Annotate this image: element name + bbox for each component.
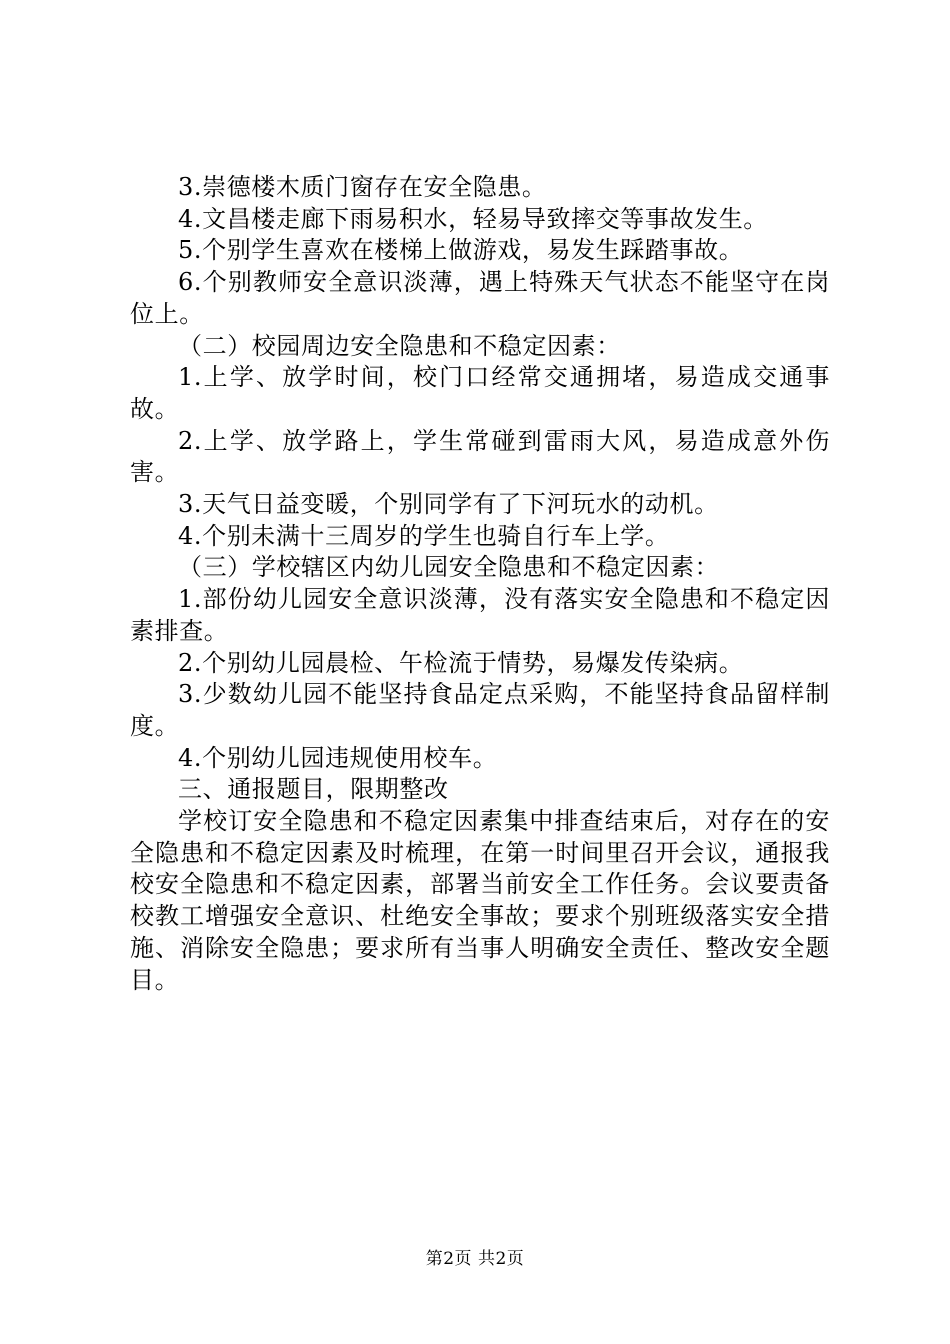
document-body xyxy=(130,172,830,996)
paragraph-item-6: 6.个别教师安全意识淡薄，遇上特殊天气状态不能坚守在岗位上。 xyxy=(130,268,830,328)
paragraph-item-2-2: 2.上学、放学路上，学生常碰到雷雨大风，易造成意外伤害。 xyxy=(130,426,830,487)
paragraph-item-4: 4.文昌楼走廊下雨易积水，轻易导致摔交等事故发生。 xyxy=(178,204,768,233)
paragraph-item-5: 5.个别学生喜欢在楼梯上做游戏，易发生踩踏事故。 xyxy=(178,236,744,265)
section-heading-2: （二）校园周边安全隐患和不稳定因素： xyxy=(178,331,621,360)
paragraph-item-2-3: 3.天气日益变暖，个别同学有了下河玩水的动机。 xyxy=(178,490,719,519)
page-footer: 第2页 共2页 xyxy=(425,1249,525,1269)
body-paragraph: 学校订安全隐患和不稳定因素集中排查结束后，对存在的安全隐患和不稳定因素及时梳理，在第一时间里召开会议，通报我校安全隐患和不稳定因素，部署当前安全工作任务。会议要责备校教工增强安全意识、杜绝安全事故；要求个别班级落实安全措施、消除安全隐患；要求所有当事人明确安全责任、整改安全题目。 xyxy=(130,807,830,994)
section-heading-3: （三）学校辖区内幼儿园安全隐患和不稳定因素： xyxy=(178,553,720,582)
paragraph-item-3: 3.崇德楼木质门窗存在安全隐患。 xyxy=(178,173,547,201)
paragraph-item-2-1: 1.上学、放学时间，校门口经常交通拥堵，易造成交通事故。 xyxy=(130,363,830,423)
section-heading-three: 三、通报题目，限期整改 xyxy=(178,775,449,804)
paragraph-item-3-1: 1.部份幼儿园安全意识淡薄，没有落实安全隐患和不稳定因素排查。 xyxy=(130,585,830,645)
paragraph-item-3-3: 3.少数幼儿园不能坚持食品定点采购，不能坚持食品留样制度。 xyxy=(130,680,830,740)
paragraph-item-3-2: 2.个别幼儿园晨检、午检流于情势，易爆发传染病。 xyxy=(178,648,744,677)
paragraph-item-2-4: 4.个别未满十三周岁的学生也骑自行车上学。 xyxy=(178,521,670,550)
paragraph-item-3-4: 4.个别幼儿园违规使用校车。 xyxy=(178,743,498,772)
